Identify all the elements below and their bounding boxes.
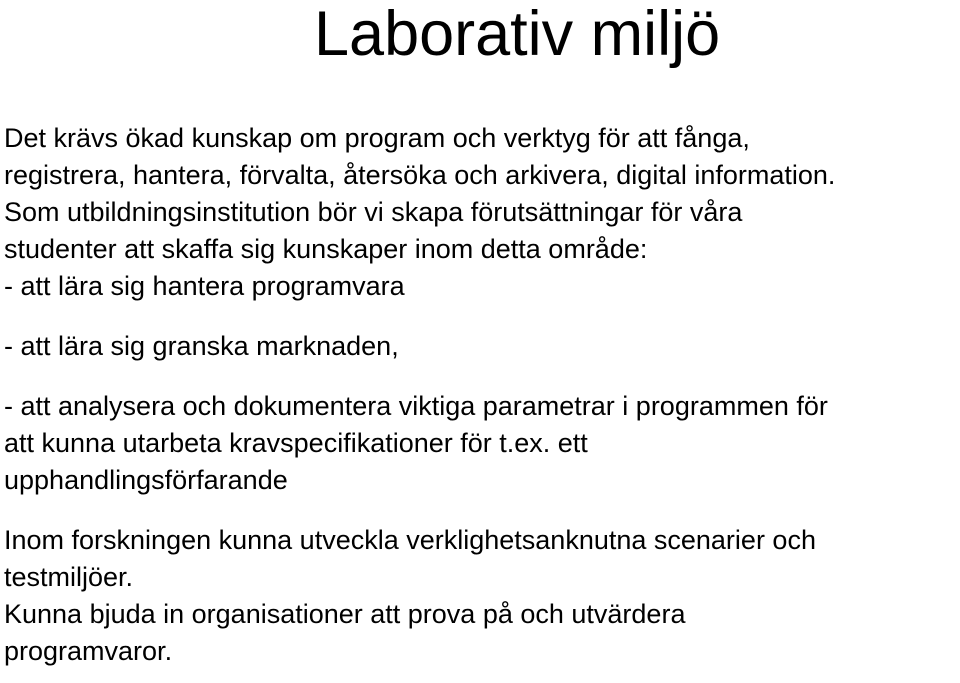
bullet-analysis-line: - att analysera och dokumentera viktiga parametrar i programmen för <box>4 391 828 421</box>
research-line: testmiljöer. <box>4 562 134 592</box>
paragraph-spacer <box>4 499 954 522</box>
research-line: Inom forskningen kunna utveckla verklighetsanknutna scenarier och <box>4 525 816 555</box>
research-line: Kunna bjuda in organisationer att prova på och utvärdera <box>4 599 686 629</box>
paragraph-spacer <box>4 305 954 328</box>
intro-line: studenter att skaffa sig kunskaper inom detta område: <box>4 234 648 264</box>
paragraph-spacer <box>4 365 954 388</box>
intro-line: Som utbildningsinstitution bör vi skapa förutsättningar för våra <box>4 197 743 227</box>
slide-body <box>4 120 954 670</box>
bullet-market: - att lära sig granska marknaden, <box>4 331 399 361</box>
intro-line: registrera, hantera, förvalta, återsöka och arkivera, digital information. <box>4 160 836 190</box>
bullet-analysis-line: att kunna utarbeta kravspecifikationer för t.ex. ett <box>4 428 588 458</box>
research-line: programvaror. <box>4 636 173 666</box>
slide-title: Laborativ miljö <box>314 0 721 69</box>
bullet-software: - att lära sig hantera programvara <box>4 271 405 301</box>
intro-line: Det krävs ökad kunskap om program och verktyg för att fånga, <box>4 123 750 153</box>
bullet-analysis-line: upphandlingsförfarande <box>4 465 288 495</box>
